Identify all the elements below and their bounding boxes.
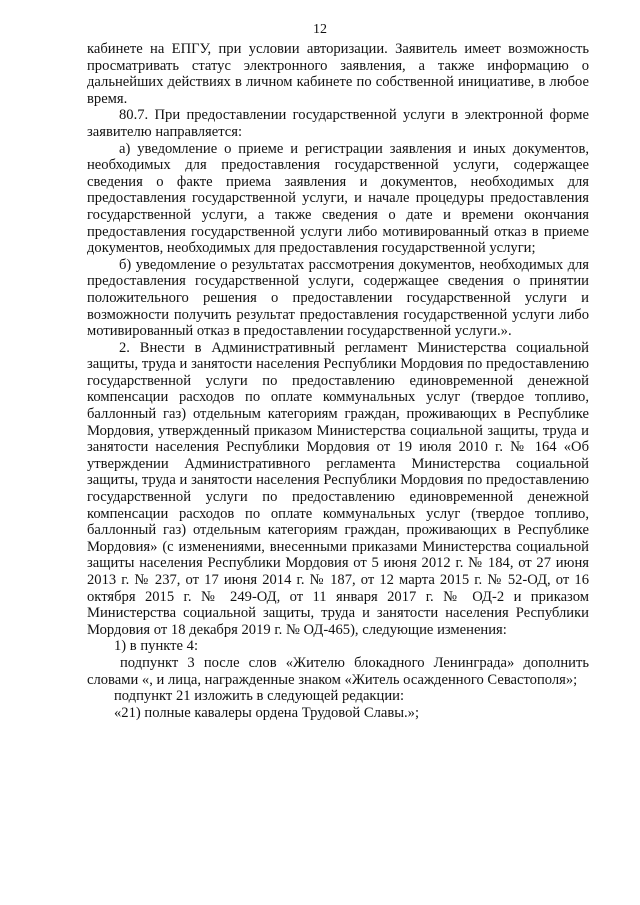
page-number: 12: [313, 22, 327, 37]
paragraph-item-a: а) уведомление о приеме и регистрации заявления и иных документов, необходимых для предоставления государственной услуги, содержащее сведения о факте приема заявления и документов, необходимых для предоставления государственной услуги, и начале процедуры предоставления государственной услуги, а также сведения о дате и времени окончания предоставления государственной услуги либо мотивированный отказ в приеме документов, необходимых для предоставления государственной услуги;: [87, 140, 589, 257]
paragraph-epgu-status: кабинете на ЕПГУ, при условии авторизации. Заявитель имеет возможность просматривать статус электронного заявления, а также информацию о дальнейших действиях в личном кабинете по собственной инициативе, в любое время.: [87, 41, 589, 107]
paragraph-2-amendments: 2. Внести в Административный регламент Министерства социальной защиты, труда и занятости населения Республики Мордовия по предоставлению государственной услуги по предоставлению единовременной денежной компенсации расходов по оплате коммунальных услуг (твердое топливо, баллонный газ) отдельным категориям граждан, проживающих в Республике Мордовия, утвержденный приказом Министерства социальной защиты, труда и занятости населения Республики Мордовия от 19 июля 2010 г. № 164 «Об утверждении Административного регламента Министерства социальной защиты, труда и занятости населения Республики Мордовия по предоставлению государственной услуги по предоставлению единовременной денежной компенсации расходов по оплате коммунальных услуг (твердое топливо, баллонный газ) отдельным категориям граждан, проживающих в Республике Мордовия» (с изменениями, внесенными приказами Министерства социальной защиты населения Республики Мордовия от 5 июня 2012 г. № 184, от 27 июня 2013 г. № 237, от 17 июня 2014 г. № 187, от 12 марта 2015 г. № 52-ОД, от 16 октября 2015 г. № 249-ОД, от 11 января 2017 г. № ОД-2 и приказом Министерства социальной защиты, труда и занятости населения Республики Мордовия от 18 декабря 2019 г. № ОД-465), следующие изменения:: [87, 339, 589, 638]
paragraph-subpoint-21: подпункт 21 изложить в следующей редакции:: [114, 688, 405, 705]
paragraph-point-4: 1) в пункте 4:: [114, 638, 199, 655]
document-body: [87, 41, 589, 721]
paragraph-80-7: 80.7. При предоставлении государственной услуги в электронной форме заявителю направляется:: [87, 107, 589, 140]
paragraph-subpoint-3: подпункт 3 после слов «Жителю блокадного Ленинграда» дополнить словами «, и лица, награжденные знаком «Житель осажденного Севастополя»;: [87, 654, 589, 688]
paragraph-subpoint-21-text: «21) полные кавалеры ордена Трудовой Славы.»;: [114, 704, 420, 721]
paragraph-item-b: б) уведомление о результатах рассмотрения документов, необходимых для предоставления государственной услуги, содержащее сведения о принятии положительного решения о предоставлении государственной услуги и возможности получить результат предоставления государственной услуги либо мотивированный отказ в предоставлении государственной услуги.».: [87, 256, 589, 340]
